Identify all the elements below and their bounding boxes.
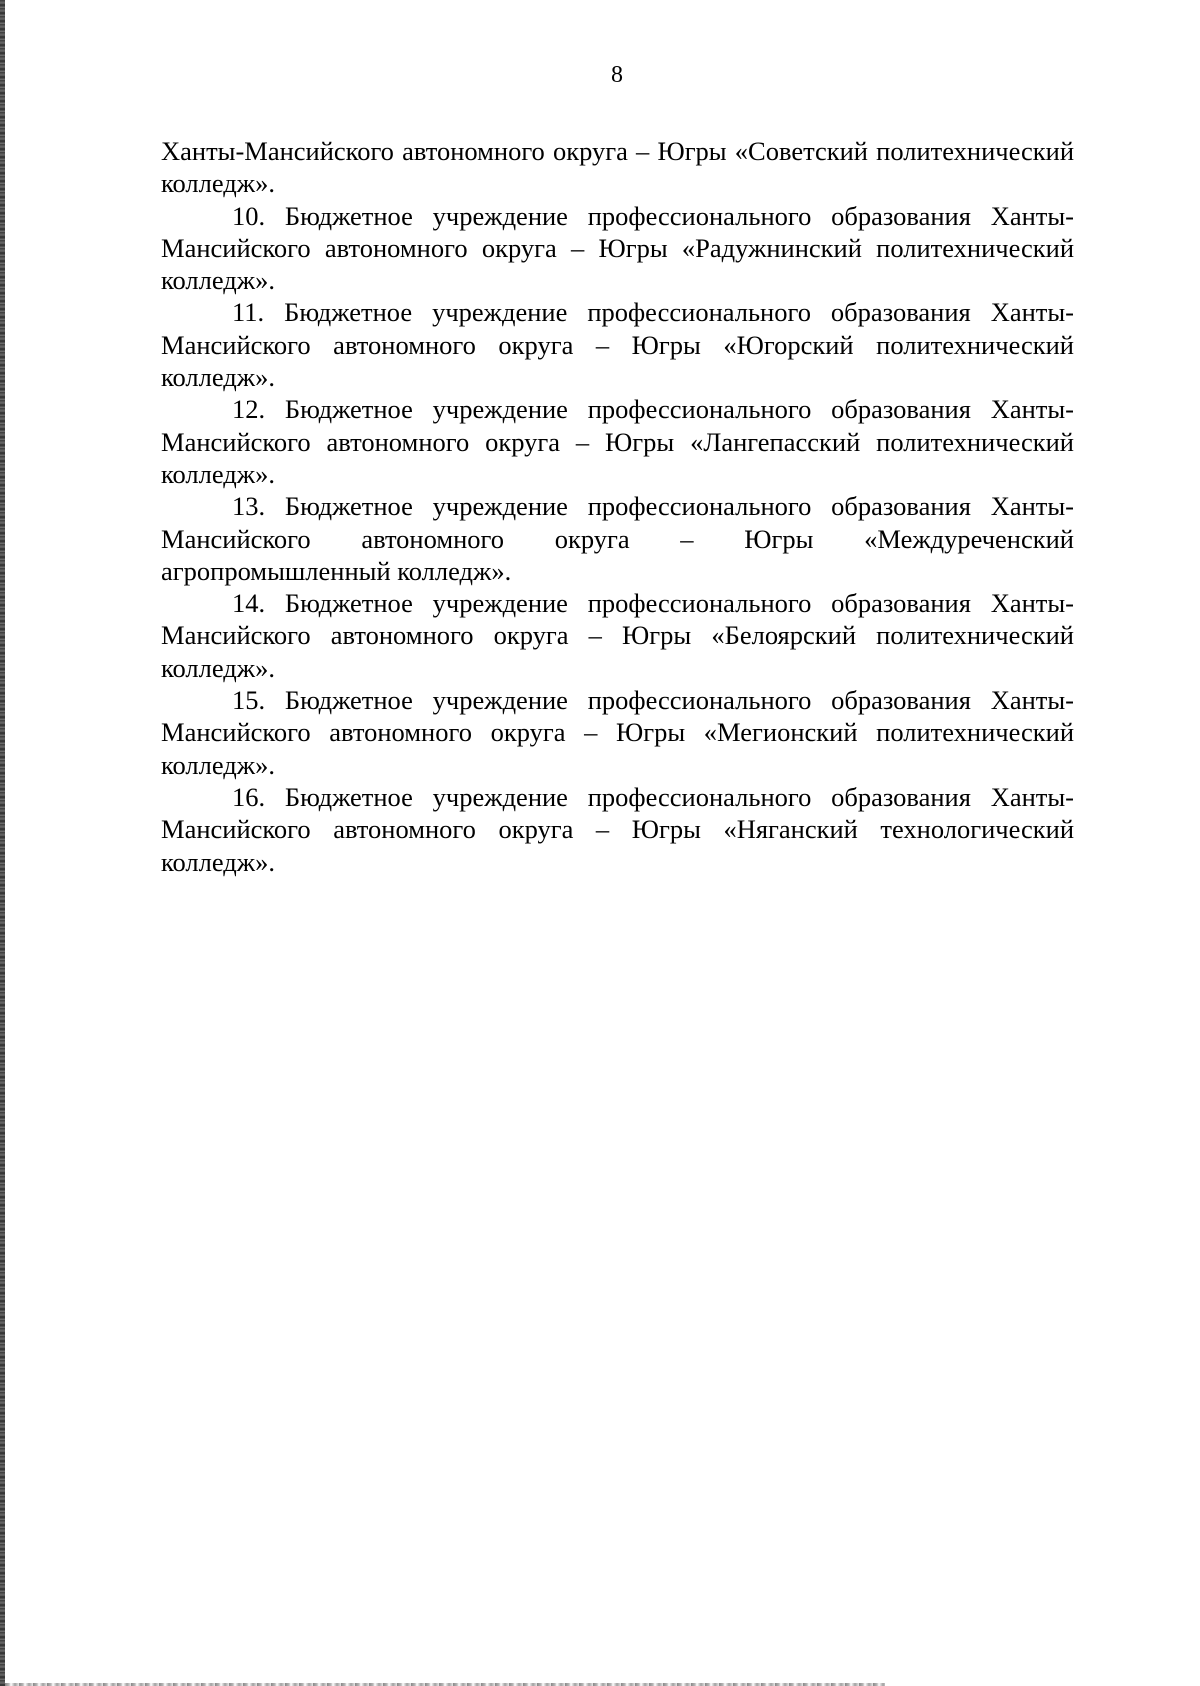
paragraph-item-11: 11. Бюджетное учреждение профессионального образования Ханты-Мансийского автономного округа – Югры «Югорский политехнический колледж». [161, 297, 1074, 393]
paragraph-item-15: 15. Бюджетное учреждение профессионального образования Ханты-Мансийского автономного округа – Югры «Мегионский политехнический колледж». [161, 685, 1074, 780]
paragraph-item-10: 10. Бюджетное учреждение профессионального образования Ханты-Мансийского автономного округа – Югры «Радужнинский политехнический колледж». [161, 200, 1074, 296]
document-body [161, 135, 1074, 878]
paragraph-item-12: 12. Бюджетное учреждение профессионального образования Ханты-Мансийского автономного округа – Югры «Лангепасский политехнический колледж». [161, 394, 1074, 489]
paragraph-item-16: 16. Бюджетное учреждение профессионального образования Ханты-Мансийского автономного округа – Югры «Няганский технологический колледж». [161, 781, 1074, 877]
paragraph-item-14: 14. Бюджетное учреждение профессионального образования Ханты-Мансийского автономного округа – Югры «Белоярский политехнический колледж». [161, 588, 1074, 683]
page-number: 8 [611, 62, 623, 88]
paragraph-continuation: Ханты-Мансийского автономного округа – Югры «Советский политехнический колледж». [161, 136, 1074, 199]
scan-edge-left [0, 0, 5, 1686]
paragraph-item-13: 13. Бюджетное учреждение профессионального образования Ханты-Мансийского автономного округа – Югры «Междуреченский агропромышленный колледж». [161, 491, 1074, 586]
